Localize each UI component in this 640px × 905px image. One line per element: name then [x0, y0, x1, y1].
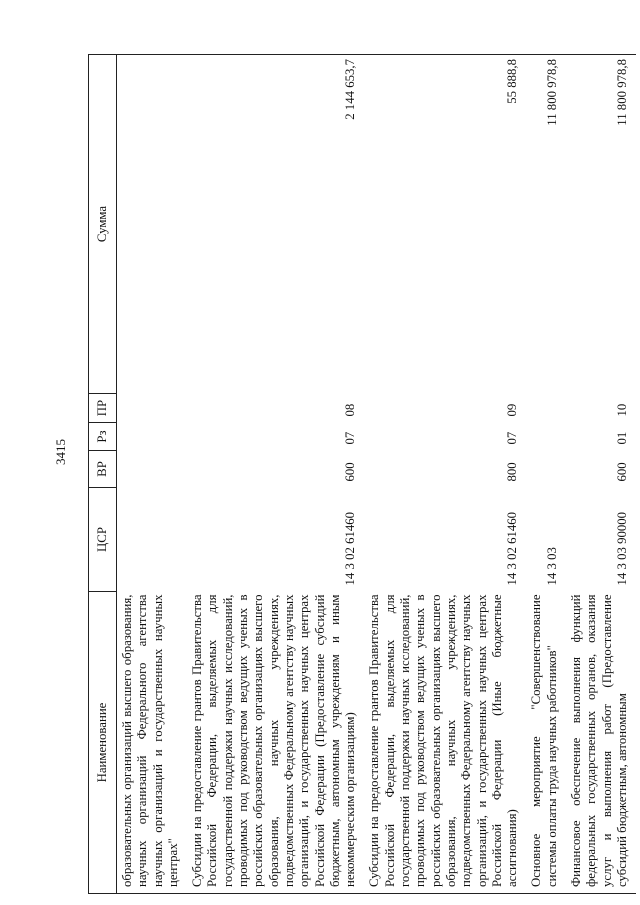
- row-pr: [526, 394, 566, 423]
- row-rz: 07: [505, 431, 520, 445]
- header-vr: ВР: [89, 451, 117, 488]
- row-sum: 55 888,8: [364, 55, 526, 394]
- row-sum: 11 800 978,8: [566, 55, 636, 394]
- header-rz: Рз: [89, 423, 117, 451]
- header-pr: ПР: [89, 394, 117, 423]
- row-sum: 11 800 978,8: [526, 55, 566, 394]
- table-row: [187, 55, 364, 894]
- row-vr: [526, 451, 566, 488]
- table-row: [117, 55, 188, 894]
- header-sum: Сумма: [89, 55, 117, 394]
- table-row: [526, 55, 566, 894]
- row-sum: [117, 55, 188, 394]
- header-name: Наименование: [89, 592, 117, 894]
- row-vr: [117, 451, 188, 488]
- table-row: [566, 55, 636, 894]
- row-csr: [117, 488, 188, 592]
- row-rz: [117, 423, 188, 451]
- page-number: 3415: [53, 439, 68, 465]
- row-sum: 2 144 653,7: [187, 55, 364, 394]
- row-csr: 14 3 02 61460: [343, 511, 358, 586]
- row-rz: 01: [614, 431, 629, 445]
- row-pr: [117, 394, 188, 423]
- row-csr: 14 3 03 90000: [614, 511, 629, 586]
- row-vr: 800: [505, 462, 520, 482]
- row-pr: 08: [343, 403, 358, 417]
- row-pr: 09: [505, 403, 520, 417]
- budget-table-frame: [88, 55, 629, 894]
- row-rz: 07: [343, 431, 358, 445]
- row-csr: 14 3 02 61460: [505, 511, 520, 586]
- row-rz: [526, 423, 566, 451]
- row-vr: 600: [614, 462, 629, 482]
- row-vr: 600: [343, 462, 358, 482]
- table-row: [364, 55, 526, 894]
- row-name: Основное мероприятие "Совершенствование системы оплаты труда научных работников": [526, 592, 566, 894]
- row-csr: 14 3 03: [544, 547, 559, 586]
- table-header-row: [89, 55, 117, 894]
- row-name: Субсидии на предоставление грантов Правительства Российской Федерации, выделяемых для государственной поддержки научных исследований, проводимых под руководством ведущих ученых в российских образовательных организациях высшего образования, научных учреждениях, подведомственных Федеральному агентству научных организаций, и государственных научных центрах Российской Федерации (Иные бюджетные ассигнования): [364, 592, 526, 894]
- row-pr: 10: [614, 403, 629, 417]
- header-csr: ЦСР: [89, 488, 117, 592]
- row-name: Субсидии на предоставление грантов Правительства Российской Федерации, выделяемых для государственной поддержки научных исследований, проводимых под руководством ведущих ученых в российских образовательных организациях высшего образования, научных учреждениях, подведомственных Федеральному агентству научных организаций, и государственных научных центрах Российской Федерации (Предоставление субсидий бюджетным, автономным учреждениям и иным некоммерческим организациям): [187, 592, 364, 894]
- row-name: Финансовое обеспечение выполнения функций федеральных государственных органов, оказания услуг и выполнения работ (Предоставление субсидий бюджетным, автономным: [566, 592, 636, 894]
- budget-table: [88, 54, 636, 894]
- row-name: образовательных организаций высшего образования, научных организаций Федерального агентства научных организаций и государственных научных центрах": [117, 592, 188, 894]
